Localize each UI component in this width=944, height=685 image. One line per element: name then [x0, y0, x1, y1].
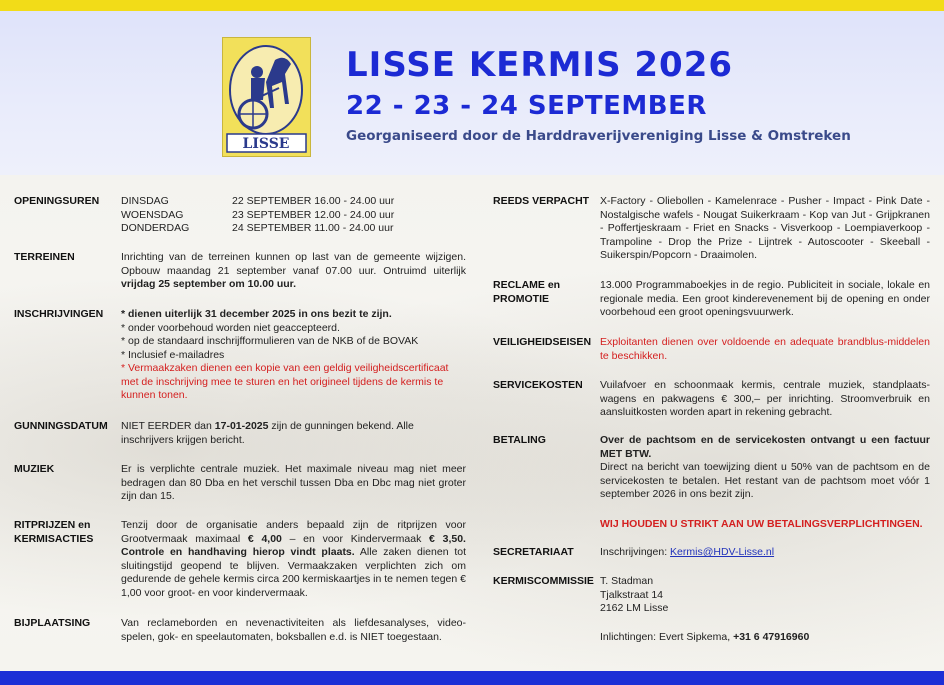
muziek-label: MUZIEK: [14, 463, 55, 475]
openingsuren-label: OPENINGSUREN: [14, 195, 100, 207]
ritprijzen-text: Tenzij door de organisatie anders bepaald zijn de ritprijzen voor Grootvermaak maximaal € 4,00 – en voor Kindervermaak € 3,50. Controle en handhaving hierop vindt plaats. Alle zaken dienen tot sluitingstijd geopend te blijven. Vermaakzaken verplichten zich om gedurende de gehele kermis circa 200 kermiskaartjes in te nemen tegen € 1,00 voor groot- en voor kindervermaak.: [121, 519, 466, 599]
betaling-text: [600, 434, 930, 502]
terreinen-text: Inrichting van de terreinen kunnen op last van de gemeente wijzigen. Opbouw maandag 21 september vanaf 07.00 uur. Ontruimd uiterlijk vrijdag 25 september om 10.00 uur.: [121, 251, 466, 290]
bijplaatsing-text: Van reclameborden en nevenactiviteiten als liefdesanalyses, video-spelen, gok- en speelautomaten, boksballen e.d. is NIET toegestaan.: [121, 617, 466, 643]
inschrijvingen-label: INSCHRIJVINGEN: [14, 308, 104, 320]
opening-day: DINSDAG: [121, 195, 169, 207]
secretariaat-text: Inschrijvingen: Kermis@HDV-Lisse.nl: [600, 546, 775, 558]
gunning-date: 17-01-2025: [214, 420, 269, 432]
list-item: * onder voorbehoud worden niet geaccepteerd.: [121, 321, 340, 334]
opening-time: 23 SEPTEMBER 12.00 - 24.00 uur: [232, 208, 395, 221]
verpacht-text: X-Factory - Oliebollen - Kamelenrace - Pusher - Impact - Pink Date - Nostalgische wafels - Nougat Suikerkraam - Kop van Jut - Grijpkranen - Poffertjeskraam - Friet en Snacks - Visverkoop - Loempiaverkoop - Trampoline - Drop the Prize - Lijntrek - Autoscooter - Skeeball - Suikerspin/Popcorn - Draaimolen.: [600, 195, 930, 261]
header: [0, 11, 944, 175]
veiligheid-text: Exploitanten dienen over voldoende en adequate brandblus-middelen te beschikken.: [600, 336, 930, 362]
opening-days: [121, 195, 231, 236]
safety-certificate-note: * Vermaakzaken dienen een kopie van een geldig veiligheidscertificaat met de inschrijving mee te sturen en het origineel tijdens de kermis te kunnen tonen.: [121, 362, 449, 401]
veiligheid-label: VEILIGHEIDSEISEN: [493, 336, 592, 348]
gunningsdatum-text: NIET EERDER dan 17-01-2025 zijn de gunningen bekend. Alle inschrijvers krijgen bericht.: [121, 420, 414, 446]
list-item: * Inclusief e-mailadres: [121, 348, 225, 361]
info-contact: Inlichtingen: Evert Sipkema, +31 6 47916960: [600, 631, 810, 643]
club-logo: [222, 37, 311, 157]
svg-text:LISSE: LISSE: [242, 136, 290, 152]
opening-time: 24 SEPTEMBER 11.00 - 24.00 uur: [232, 222, 394, 234]
organizer-subtitle: Georganiseerd door de Harddraverijvereniging Lisse & Omstreken: [346, 128, 851, 144]
list-item: * op de standaard inschrijfformulieren van de NKB of de BOVAK: [121, 335, 419, 347]
reclame-text: 13.000 Programmaboekjes in de regio. Publiciteit in sociale, lokale en regionale media. Een groot kinderevenement bij de opening en onder voorbehoud een groot openingsvuurwerk.: [600, 279, 930, 318]
gunningsdatum-label: GUNNINGSDATUM: [14, 420, 108, 432]
contact-city: 2162 LM Lisse: [600, 602, 669, 614]
verpacht-label: REEDS VERPACHT: [493, 195, 590, 207]
terreinen-label: TERREINEN: [14, 251, 75, 263]
commissie-address: [600, 575, 930, 616]
page-title: LISSE KERMIS 2026: [346, 45, 734, 85]
terreinen-deadline: vrijdag 25 september om 10.00 uur.: [121, 278, 297, 290]
inschrijvingen-text: [121, 308, 466, 403]
secretariaat-label: SECRETARIAAT: [493, 546, 574, 558]
payment-terms: Direct na bericht van toewijzing dient u 50% van de pachtsom en de servicekosten te betalen. Het restant van de pachtsom moet vóór 1 september 2026 in ons bezit zijn.: [600, 461, 930, 500]
commissie-label: KERMISCOMMISSIE: [493, 575, 594, 587]
phone-number: +31 6 47916960: [733, 631, 810, 643]
reclame-label: RECLAME en PROMOTIE: [493, 279, 561, 305]
betaling-label: BETALING: [493, 434, 546, 446]
harness-racing-logo-icon: [223, 38, 310, 156]
email-link[interactable]: Kermis@HDV-Lisse.nl: [670, 546, 775, 558]
servicekosten-label: SERVICEKOSTEN: [493, 379, 583, 391]
content-area: [0, 175, 944, 671]
bottom-bar: [0, 671, 944, 685]
opening-day: DONDERDAG: [121, 222, 190, 234]
contact-name: T. Stadman: [600, 575, 654, 587]
bijplaatsing-label: BIJPLAATSING: [14, 617, 91, 629]
inschrijvingen-deadline: * dienen uiterlijk 31 december 2025 in ons bezit te zijn.: [121, 308, 392, 320]
invoice-note: Over de pachtsom en de servicekosten ontvangt u een factuur MET BTW.: [600, 434, 930, 460]
muziek-text: Er is verplichte centrale muziek. Het maximale niveau mag niet meer bedragen dan 80 Dba en het verschil tussen Dba en Dbc mag niet groter zijn dan 15.: [121, 463, 466, 502]
top-bar: [0, 0, 944, 11]
event-dates: 22 - 23 - 24 SEPTEMBER: [346, 91, 707, 121]
opening-time: 22 SEPTEMBER 16.00 - 24.00 uur: [232, 195, 395, 207]
opening-day: WOENSDAG: [121, 208, 184, 221]
payment-warning: WIJ HOUDEN U STRIKT AAN UW BETALINGSVERPLICHTINGEN.: [600, 518, 923, 530]
servicekosten-text: Vuilafvoer en schoonmaak kermis, centrale muziek, standplaats-wagens en pakwagens € 300,– per inrichting. Stroomverbruik en aansluitkosten worden apart in rekening gebracht.: [600, 379, 930, 418]
ritprijzen-label: RITPRIJZEN en KERMISACTIES: [14, 519, 94, 545]
contact-street: Tjalkstraat 14: [600, 588, 664, 601]
opening-times: [232, 195, 452, 236]
